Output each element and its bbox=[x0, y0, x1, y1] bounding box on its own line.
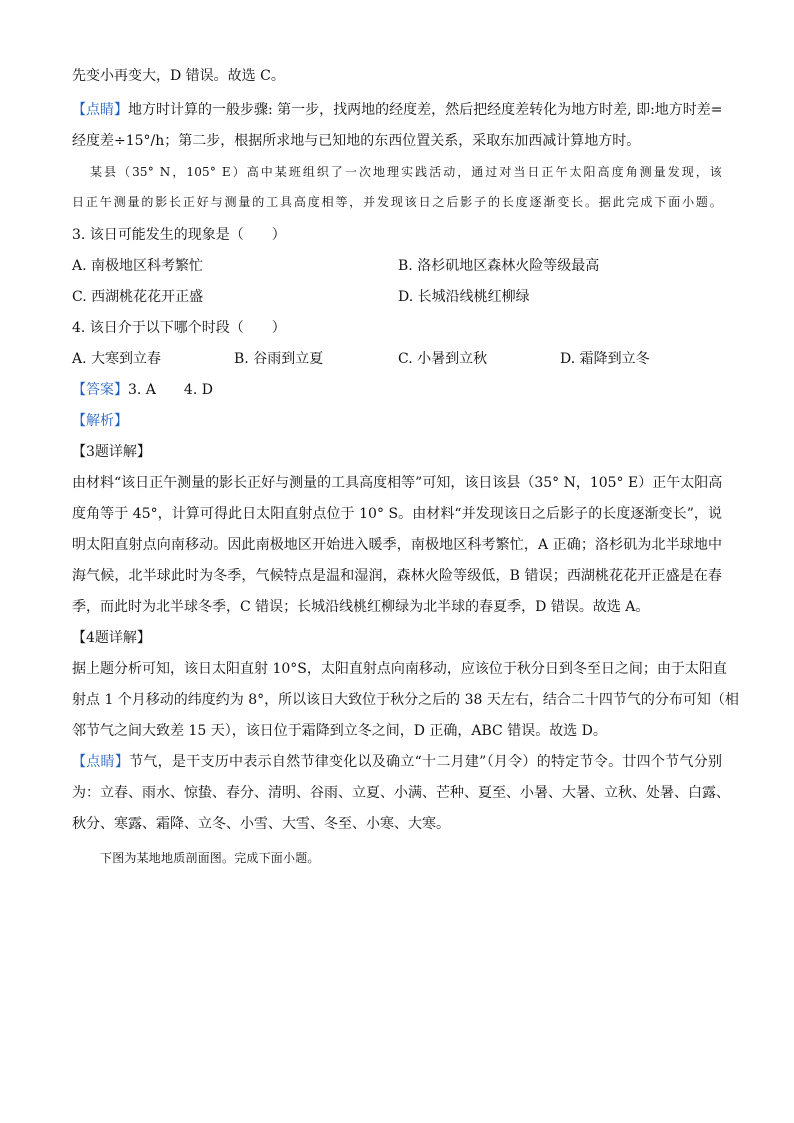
detail-4-line: 邻节气之间大致差 15 天），该日位于霜降到立冬之间，D 正确，ABC 错误。故选 D。 bbox=[72, 723, 607, 739]
key-point-tag: 【点睛】 bbox=[72, 102, 128, 118]
key-point-2-line: 秋分、寒露、霜降、立冬、小雪、大雪、冬至、小寒、大寒。 bbox=[72, 816, 450, 832]
key-point-2-text: 节气，是干支历中表示自然节律变化以及确立“十二月建”（月令）的特定节令。廿四个节气分别 bbox=[129, 754, 723, 770]
answer-line bbox=[72, 380, 722, 400]
text-line: 先变小再变大，D 错误。故选 C。 bbox=[72, 68, 285, 84]
answer-text: 3. A 4. D bbox=[128, 382, 213, 398]
q4-option-d: D. 霜降到立冬 bbox=[560, 351, 650, 367]
answer-tag: 【答案】 bbox=[72, 382, 128, 398]
key-point-2-paragraph bbox=[72, 752, 722, 772]
key-point-2-tag: 【点睛】 bbox=[72, 754, 130, 770]
final-material-line: 下图为某地地质剖面图。完成下面小题。 bbox=[100, 851, 320, 865]
detail-3-heading: 【3题详解】 bbox=[72, 444, 151, 460]
key-point-2-line: 为：立春、雨水、惊蛰、春分、清明、谷雨、立夏、小满、芒种、夏至、小暑、大暑、立秋、处暑、白露、 bbox=[72, 785, 730, 801]
detail-3-line: 由材料“该日正午测量的影长正好与测量的工具高度相等”可知，该日该县（35° N，105° E）正午太阳高 bbox=[72, 475, 723, 491]
key-point-paragraph bbox=[72, 100, 722, 120]
q3-option-a: A. 南极地区科考繁忙 bbox=[72, 258, 204, 274]
q4-option-a: A. 大寒到立春 bbox=[72, 351, 162, 367]
detail-3-line: 度角等于 45°，计算可得此日太阳直射点位于 10° S。由材料“并发现该日之后影子的长度逐渐变长”，说 bbox=[72, 506, 722, 522]
analysis-tag: 【解析】 bbox=[72, 413, 128, 429]
q3-option-c: C. 西湖桃花花开正盛 bbox=[72, 289, 204, 305]
q3-option-b: B. 洛杉矶地区森林火险等级最高 bbox=[398, 258, 600, 274]
detail-4-line: 据上题分析可知，该日太阳直射 10°S，太阳直射点向南移动，应该位于秋分日到冬至日之间；由于太阳直 bbox=[72, 661, 727, 677]
material-line: 日正午测量的影长正好与测量的工具高度相等，并发现该日之后影子的长度逐渐变长。据此完成下面小题。 bbox=[72, 195, 722, 209]
detail-3-line: 海气候，北半球此时为冬季，气候特点是温和湿润，森林火险等级低，B 错误；西湖桃花花开正盛是在春 bbox=[72, 568, 722, 584]
detail-3-line: 季，而此时为北半球冬季，C 错误；长城沿线桃红柳绿为北半球的春夏季，D 错误。故选 A。 bbox=[72, 599, 650, 615]
text-line: 经度差÷15°/h；第二步，根据所求地与已知地的东西位置关系，采取东加西减计算地方时。 bbox=[72, 133, 641, 149]
detail-4-heading: 【4题详解】 bbox=[72, 630, 151, 646]
q4-option-c: C. 小暑到立秋 bbox=[398, 351, 488, 367]
detail-4-line: 射点 1 个月移动的纬度约为 8°，所以该日大致位于秋分之后的 38 天左右，结合二十四节气的分布可知（相 bbox=[72, 692, 739, 708]
key-point-text: 地方时计算的一般步骤: 第一步，找两地的经度差，然后把经度差转化为地方时差, 即:地方时差= bbox=[128, 102, 723, 118]
q4-option-b: B. 谷雨到立夏 bbox=[234, 351, 324, 367]
detail-3-line: 明太阳直射点向南移动。因此南极地区开始进入暖季，南极地区科考繁忙，A 正确；洛杉矶为北半球地中 bbox=[72, 537, 722, 553]
q3-option-d: D. 长城沿线桃红柳绿 bbox=[398, 289, 530, 305]
material-line: 某县（35° N，105° E）高中某班组织了一次地理实践活动，通过对当日正午太阳高度角测量发现，该 bbox=[90, 165, 722, 179]
question-4-stem: 4. 该日介于以下哪个时段（ ） bbox=[72, 320, 286, 336]
question-3-stem: 3. 该日可能发生的现象是（ ） bbox=[72, 227, 286, 243]
